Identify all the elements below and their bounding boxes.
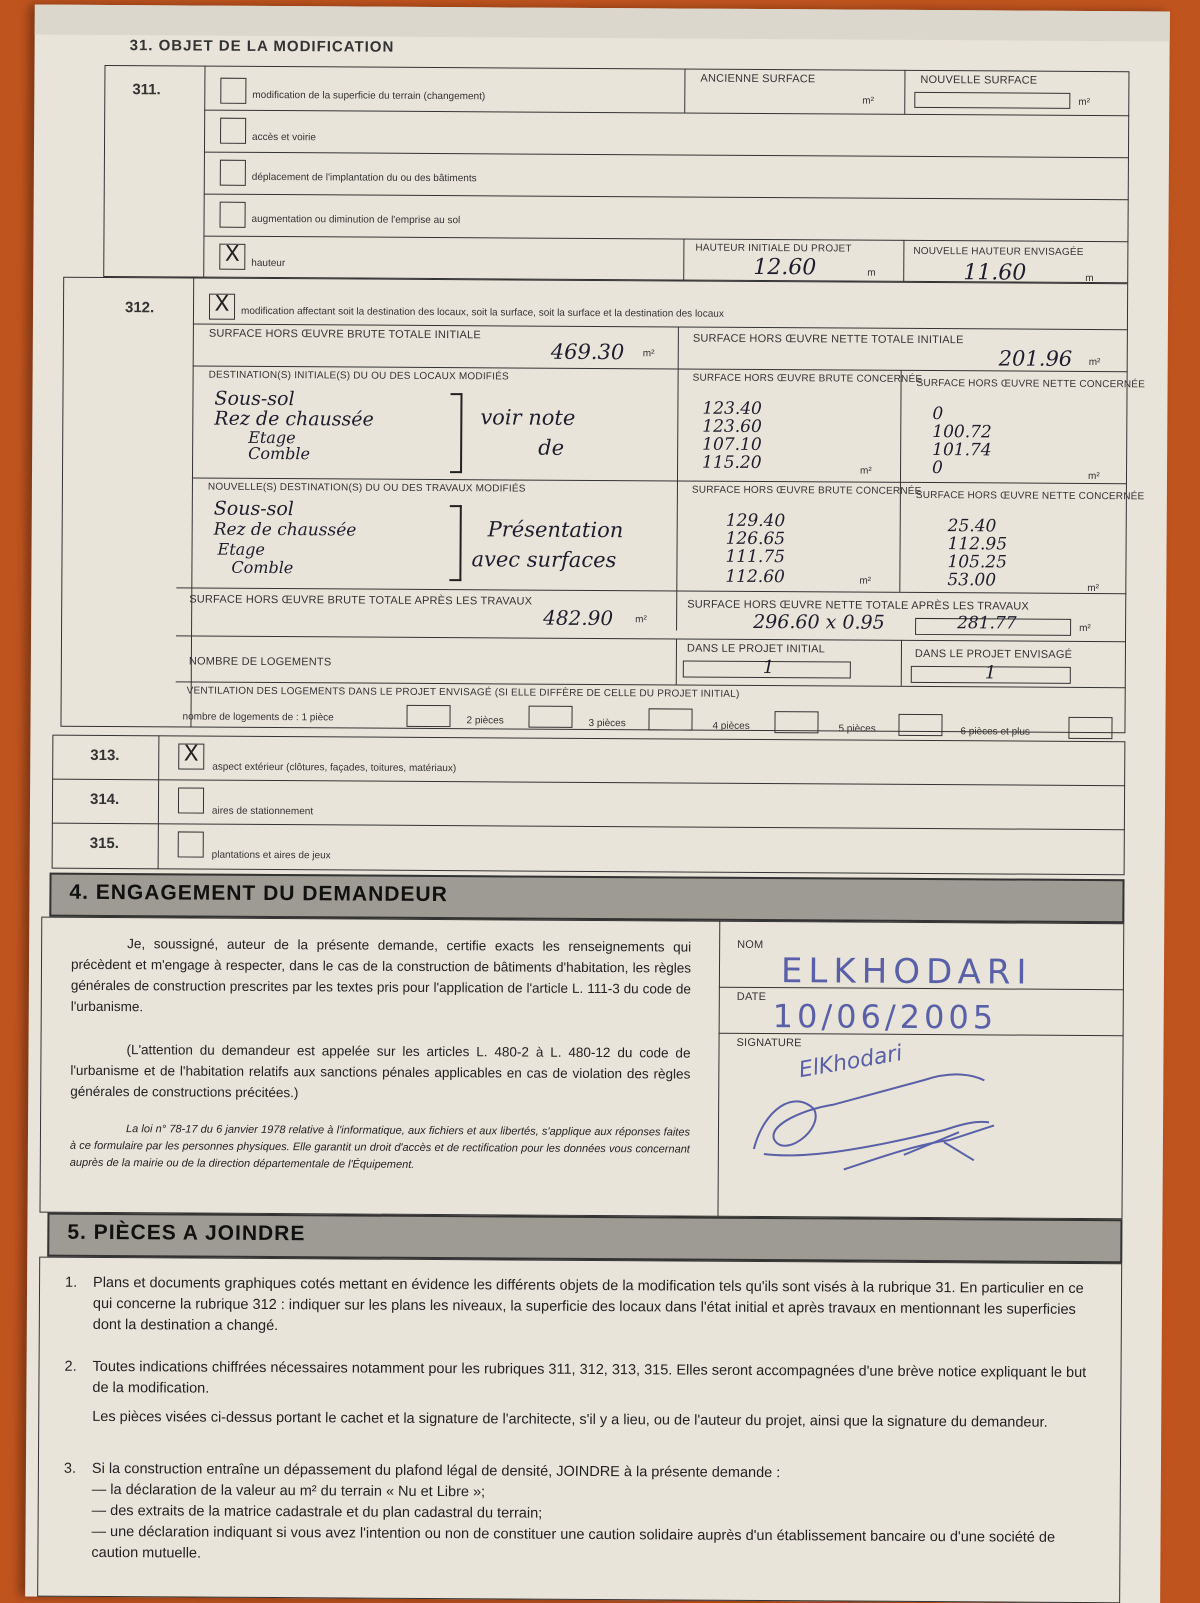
label-emprise: augmentation ou diminution de l'emprise au sol	[251, 213, 461, 227]
row-315-number: 315.	[89, 834, 120, 853]
label-315: plantations et aires de jeux	[211, 849, 331, 862]
shob-apres-value[interactable]: 482.90	[543, 605, 614, 631]
nette-concernee-label-2: SURFACE HORS ŒUVRE NETTE CONCERNÉE	[915, 489, 1145, 503]
pieces-6-box[interactable]	[1068, 717, 1112, 739]
dest-new-line: Rez de chaussée	[213, 519, 357, 541]
nouvelle-hauteur-label: NOUVELLE HAUTEUR ENVISAGÉE	[913, 245, 1084, 258]
dest-new-line: Sous-sol	[213, 497, 295, 521]
shon-initiale-label: SURFACE HORS ŒUVRE NETTE TOTALE INITIALE	[692, 332, 964, 347]
checkbox-313[interactable]: X	[178, 743, 204, 769]
dest-new-note: avec surfaces	[471, 547, 617, 573]
nom-label: NOM	[737, 938, 764, 952]
pieces-1-label: nombre de logements de : 1 pièce	[182, 711, 334, 724]
shon-initiale-value[interactable]: 201.96	[998, 346, 1073, 371]
row-311-number: 311.	[132, 81, 161, 99]
new-brute-2[interactable]: 111.75	[725, 546, 786, 568]
checkbox-hauteur[interactable]: X	[219, 244, 245, 270]
piece-sub-1: — la déclaration de la valeur au m² du terrain « Nu et Libre »;	[91, 1481, 486, 1501]
label-superficie: modification de la superficie du terrain (changement)	[252, 89, 486, 103]
engagement-paragraph: Je, soussigné, auteur de la présente demande, certifie exacts les renseignements qui précèdent et m'engage à respecter, dans le cas de la construction de bâtiments d'habitation, les règles générales de construction prescrites par les textes pris pour l'application de l'article L. 111-3 du code de l'urbanisme.	[70, 936, 692, 1015]
hauteur-initiale-label: HAUTEUR INITIALE DU PROJET	[695, 242, 852, 255]
shon-apres-label: SURFACE HORS ŒUVRE NETTE TOTALE APRÈS LES TRAVAUX	[687, 598, 1029, 613]
dest-new-line: Etage	[217, 539, 265, 559]
section-4-title: 4. ENGAGEMENT DU DEMANDEUR	[69, 880, 448, 907]
dest-new-note: Présentation	[487, 517, 624, 543]
nette-concernee-label-1: SURFACE HORS ŒUVRE NETTE CONCERNÉE	[916, 377, 1146, 391]
pieces-4-box[interactable]	[774, 711, 818, 733]
checkbox-312[interactable]: X	[209, 294, 235, 320]
dest-init-line: Rez de chaussée	[214, 407, 374, 431]
signature-label: SIGNATURE	[736, 1036, 802, 1050]
date-label: DATE	[736, 990, 767, 1004]
attention-paragraph: (L'attention du demandeur est appelée sur les articles L. 480-2 à L. 480-12 du code de l'urbanisme et de l'habitation relatifs aux sanctions pénales applicables en cas de violation des règles générales de constructions précitées.)	[70, 1042, 691, 1101]
ancienne-surface-label: ANCIENNE SURFACE	[700, 72, 816, 86]
signature-text: ElKhodari	[797, 1040, 905, 1084]
shob-apres-label: SURFACE HORS ŒUVRE BRUTE TOTALE APRÈS LES TRAVAUX	[189, 593, 533, 608]
nouvelle-hauteur-value[interactable]: 11.60	[963, 260, 1027, 286]
new-nette-2[interactable]: 105.25	[947, 552, 1008, 573]
label-314: aires de stationnement	[211, 805, 314, 818]
section-4-header	[49, 873, 1124, 924]
init-brute-0[interactable]: 123.40	[702, 398, 762, 419]
piece-item-2: 2. Toutes indications chiffrées nécessaires notamment pour les rubriques 311, 312, 313, 315. Elles seront accompagnées d'une brève notice expliquant le but de la modification.	[64, 1358, 1087, 1397]
ventilation-label: VENTILATION DES LOGEMENTS DANS LE PROJET ENVISAGÉ (SI ELLE DIFFÈRE DE CELLE DU PROJET INITIAL)	[186, 685, 740, 700]
init-nette-1[interactable]: 100.72	[932, 422, 992, 443]
dest-new-line: Comble	[231, 557, 294, 578]
checkbox-acces-voirie[interactable]	[220, 118, 246, 144]
pieces-1-box[interactable]	[406, 705, 450, 727]
section-31-title: 31. OBJET DE LA MODIFICATION	[129, 37, 395, 56]
row-313-number: 313.	[90, 746, 120, 765]
dest-init-line: Etage	[248, 427, 296, 448]
nb-logements-label: NOMBRE DE LOGEMENTS	[188, 655, 332, 669]
shon-apres-box-value: 281.77	[957, 613, 1017, 634]
projet-envisage-value: 1	[984, 662, 997, 684]
dest-init-line: Comble	[248, 443, 311, 464]
checkbox-superficie[interactable]	[220, 78, 246, 104]
pieces-2-box[interactable]	[528, 706, 572, 728]
shob-initiale-value[interactable]: 469.30	[550, 339, 625, 365]
label-hauteur: hauteur	[251, 257, 286, 270]
cnil-paragraph: La loi n° 78-17 du 6 janvier 1978 relative à l'informatique, aux fichiers et aux libertés, s'applique aux réponses faites à ce formulaire par les personnes physiques. Elle garantit un droit d'accès et de rectification pour les données vous concernant auprès de la mairie ou de la direction départementale de l'Équipement.	[69, 1123, 691, 1171]
label-acces-voirie: accès et voirie	[252, 131, 317, 144]
pieces-5-label: 5 pièces	[838, 723, 876, 735]
brute-concernee-label-2: SURFACE HORS ŒUVRE BRUTE CONCERNÉE	[691, 484, 922, 497]
label-312: modification affectant soit la destination des locaux, soit la surface, soit la surface et la destination des locaux	[240, 305, 724, 320]
pieces-5-box[interactable]	[898, 714, 942, 736]
pieces-2-label: 2 pièces	[466, 715, 504, 727]
new-brute-1[interactable]: 126.65	[725, 528, 786, 550]
pieces-4-label: 4 pièces	[712, 720, 750, 732]
pieces-3-box[interactable]	[648, 708, 692, 730]
checkbox-deplacement[interactable]	[220, 160, 246, 186]
label-313: aspect extérieur (clôtures, façades, toitures, matériaux)	[212, 761, 457, 775]
piece-sub-3: — une déclaration indiquant si vous avez l'intention ou non de constituer une caution solidaire auprès d'un établissement bancaire ou d'une société de caution mutuelle.	[91, 1523, 1056, 1562]
piece-item-1: 1. Plans et documents graphiques cotés mettant en évidence les différents objets de la modification tels qu'ils sont visés à la rubrique 31. En particulier en ce qui concerne la rubrique 312 : indiquer sur les plans les niveaux, la superficie des locaux dans l'état initial et après travaux en mentionnant les superficies dont la destination a changé.	[65, 1274, 1084, 1335]
new-nette-1[interactable]: 112.95	[947, 534, 1008, 555]
dest-init-note: de	[538, 435, 565, 460]
dest-init-line: Sous-sol	[214, 387, 295, 411]
new-nette-3[interactable]: 53.00	[947, 570, 997, 591]
init-nette-3[interactable]: 0	[931, 458, 943, 479]
top-strip	[35, 5, 1170, 42]
shon-apres-value[interactable]: 296.60 x 0.95	[753, 610, 885, 634]
nouvelle-surface-field[interactable]	[914, 92, 1070, 109]
piece-item-3: 3. Si la construction entraîne un dépassement du plafond légal de densité, JOINDRE à la présente demande :	[63, 1460, 781, 1482]
projet-initial-value: 1	[762, 657, 775, 679]
form-page: 31. OBJET DE LA MODIFICATION 311. modification de la superficie du terrain (changement) ANCIENNE SURFACE m² NOUVELLE SURFACE m² accès et voirie déplacement de l'implantation du ou des bâtiments augmentation ou diminution de l'emprise au sol X hauteur HAUTEUR INITIALE DU PROJET 12.60 m NOUVELLE HAUTEUR ENVISAGÉE 11.60 m 312. X modification affectant soit la destination des locaux, soit la surface, soit la surface et la destination des locaux SURFACE HORS ŒUVRE BRUTE TOTALE INITIALE 469.30 m² SURFACE HORS ŒUVRE NETTE TOTALE INITIALE 201.96 m² DESTINATION(S) INITIALE(S) DU OU DES LOCAUX MODIFIÉS SURFACE HORS ŒUVRE BRUTE CONCERNÉE SURFACE HORS ŒUVRE NETTE CONCERNÉE Sous-sol Rez de chaussée Etage Comble voir note de 123.40 123.60 107.10 115.20 m² 0 100.72 101.74 0 m² NOUVELLE(S) DESTINATION(S) DU OU DES TRAVAUX MODIFIÉS SURFACE HORS ŒUVRE BRUTE CONCERNÉE SURFACE HORS ŒUVRE NETTE CONCERNÉE Sous-sol Rez de chaussée Etage Comble Présentation avec surfaces 129.40 126.65 111.75 112.60 m² 25.40 112.95 105.25 53.00 m² SURFACE HORS ŒUVRE BRUTE TOTALE APRÈS LES TRAVAUX 482.90 m² SURFACE HORS ŒUVRE NETTE TOTALE APRÈS LES TRAVAUX 296.60 x 0.95 281.77 m² NOMBRE DE LOGEMENTS DANS LE PROJET INITIAL 1 DANS LE PROJET ENVISAGÉ 1 VENTILATION DES LOGEMENTS DANS LE PROJET ENVISAGÉ (SI ELLE DIFFÈRE DE CELLE DU PROJET INITIAL) nombre de logements de : 1 pièce 2 pièces 3 pièces 4 pièces 5 pièces 6 pièces et plus 313. X aspect extérieur (clôtures, façades, toitures, matériaux) 314. aires de stationnement 315. plantations et aires de jeux 4. ENGAGEMENT DU DEMANDEUR Je, soussigné, auteur de la présente demande, certifie exacts les renseignements qui précèdent et m'engage à respecter, dans le cas de la construction de bâtiments d'habitation, les règles générales de construction prescrites par les textes pris pour l'application de l'article L. 111-3 du code de l'urbanisme. (L'attention du demandeur est appelée sur les articles L. 480-2 à L. 480-12 du code de l'urbanisme et de l'habitation relatifs aux sanctions pénales applicables en cas de violation des règles générales de constructions précitées.) La loi n° 78-17 du 6 janvier 1978 relative à l'informatique, aux fichiers et aux libertés, s'applique aux réponses faites à ce formulaire par les personnes physiques. Elle garantit un droit d'accès et de rectification pour les données vous concernant auprès de la mairie ou de la direction départementale de l'Équipement. NOM ELKHODARI DATE 10/06/2005 SIGNATURE ElKhodari 5. PIÈCES A JOINDRE 1. Plans et documents graphiques cotés mettant en évidence les différents objets de la modification tels qu'ils sont visés à la rubrique 31. En particulier en ce qui concerne la rubrique 312 : indiquer sur les plans les niveaux, la superficie des locaux dans l'état initial et après travaux en mentionnant les superficies dont la destination a changé. 2. Toutes indications chiffrées nécessaires notamment pour les rubriques 311, 312, 313, 315. Elles seront accompagnées d'une brève notice expliquant le but de la modification. Les pièces visées ci-dessus portant le cachet et la signature de l'architecte, s'il y a lieu, ou de l'auteur du projet, ainsi que la signature du demandeur. 3. Si la construction entraîne un dépassement du plafond légal de densité, JOINDRE à la présente demande : — la déclaration de la valeur au m² du terrain « Nu et Libre »; — des extraits de la matrice cadastrale et du plan cadastral du terrain; — une déclaration indiquant si vous avez l'intention ou non de constituer une caution solidaire auprès d'un établissement bancaire ou d'une société de caution mutuelle.	[25, 5, 1170, 1603]
row-312-number: 312.	[124, 299, 155, 317]
row-314-number: 314.	[89, 790, 120, 809]
brute-concernee-label-1: SURFACE HORS ŒUVRE BRUTE CONCERNÉE	[692, 372, 923, 385]
nom-value[interactable]: ELKHODARI	[780, 951, 1033, 993]
checkbox-315[interactable]	[178, 831, 204, 857]
new-brute-3[interactable]: 112.60	[725, 566, 785, 588]
init-nette-0[interactable]: 0	[932, 404, 944, 425]
piece-sub-2: — des extraits de la matrice cadastrale et du plan cadastral du terrain;	[91, 1502, 543, 1522]
dest-nouvelle-label: NOUVELLE(S) DESTINATION(S) DU OU DES TRAVAUX MODIFIÉS	[207, 481, 526, 495]
projet-initial-label: DANS LE PROJET INITIAL	[686, 642, 826, 656]
piece-item-note: Les pièces visées ci-dessus portant le cachet et la signature de l'architecte, s'il y a lieu, ou de l'auteur du projet, ainsi que la signature du demandeur.	[92, 1408, 1048, 1431]
new-brute-0[interactable]: 129.40	[725, 510, 786, 532]
checkbox-emprise[interactable]	[220, 202, 246, 228]
brace-initial	[450, 393, 462, 473]
init-nette-2[interactable]: 101.74	[932, 440, 992, 461]
nouvelle-surface-label: NOUVELLE SURFACE	[920, 73, 1038, 87]
init-brute-2[interactable]: 107.10	[702, 434, 762, 455]
pieces-3-label: 3 pièces	[588, 717, 626, 730]
new-nette-0[interactable]: 25.40	[947, 516, 997, 537]
label-deplacement: déplacement de l'implantation du ou des bâtiments	[251, 171, 477, 185]
date-value[interactable]: 10/06/2005	[772, 997, 998, 1037]
shob-initiale-label: SURFACE HORS ŒUVRE BRUTE TOTALE INITIALE	[208, 327, 481, 342]
dest-init-note: voir note	[480, 405, 576, 430]
section-5-header	[47, 1213, 1122, 1264]
section-5-title: 5. PIÈCES A JOINDRE	[67, 1220, 306, 1246]
init-brute-3[interactable]: 115.20	[702, 452, 762, 473]
projet-envisage-label: DANS LE PROJET ENVISAGÉ	[914, 647, 1073, 661]
init-brute-1[interactable]: 123.60	[702, 416, 762, 437]
hauteur-initiale-value[interactable]: 12.60	[753, 254, 817, 281]
checkbox-314[interactable]	[178, 787, 204, 813]
pieces-6-label: 6 pièces et plus	[960, 726, 1030, 738]
brace-new	[449, 505, 461, 581]
dest-initiale-label: DESTINATION(S) INITIALE(S) DU OU DES LOCAUX MODIFIÉS	[208, 369, 509, 383]
